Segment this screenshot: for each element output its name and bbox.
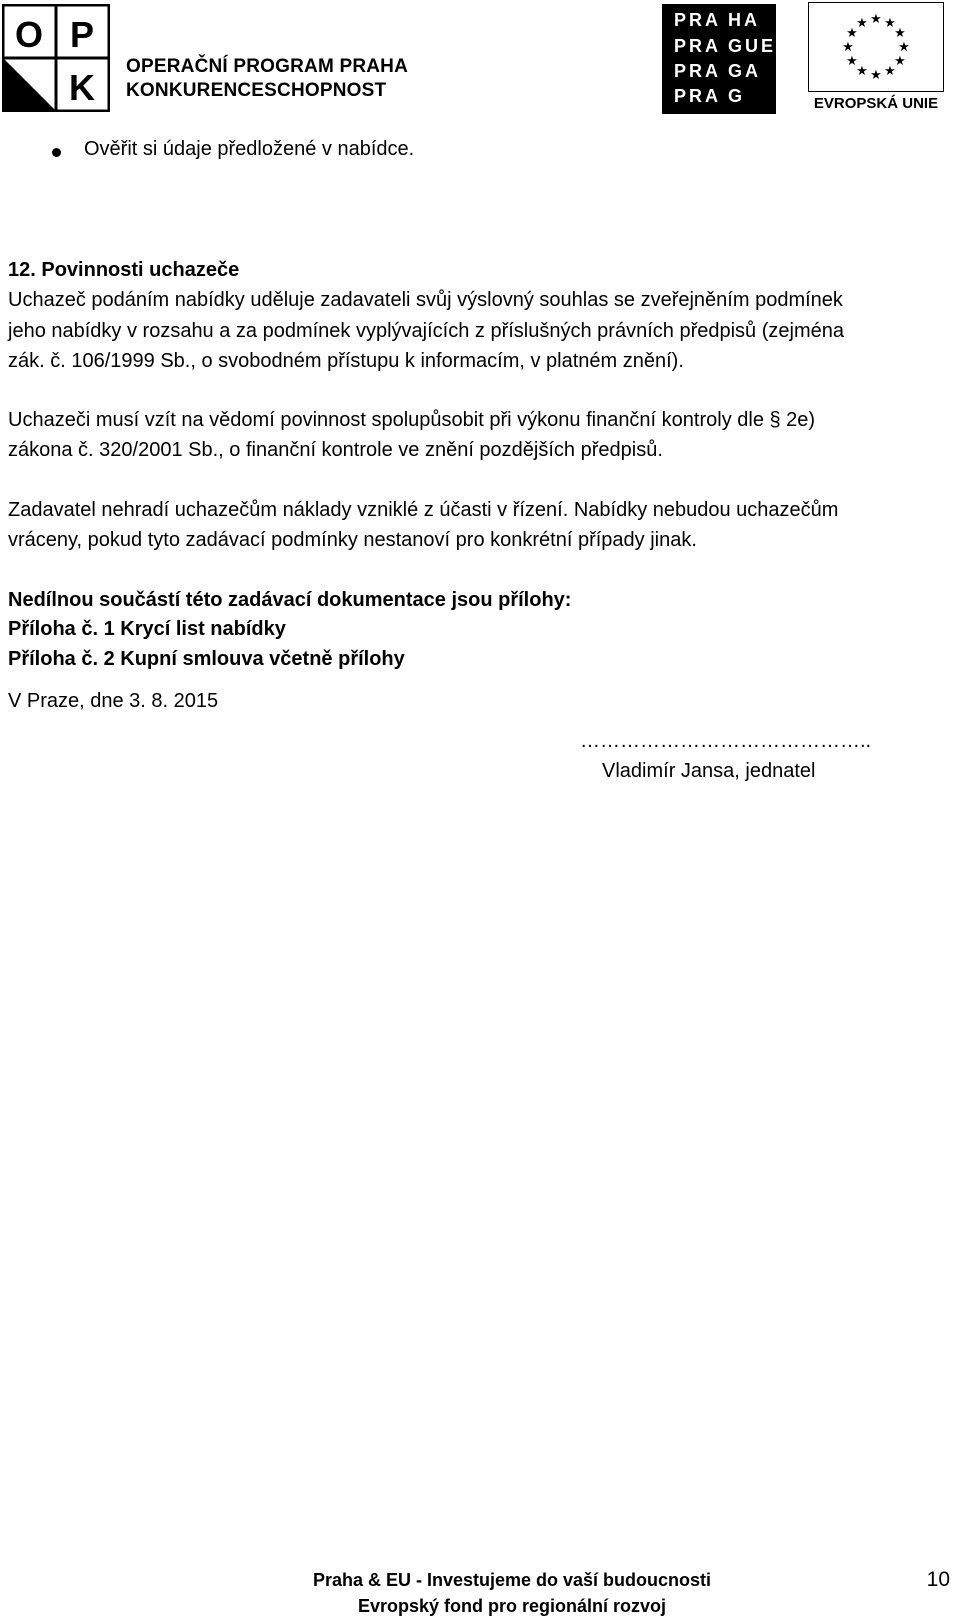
praha-logo-row bbox=[674, 36, 777, 57]
opp-letter-k: K bbox=[69, 67, 95, 108]
praha-logo-row bbox=[674, 61, 761, 82]
oppk-logo-mark bbox=[2, 4, 110, 112]
footer-line1: Praha & EU - Investujeme do vaší budoucnosti bbox=[312, 1570, 712, 1590]
bullet-item: Ověřit si údaje předložené v nabídce. bbox=[84, 138, 415, 160]
svg-text:★: ★ bbox=[894, 54, 906, 69]
praha-logo bbox=[662, 4, 776, 114]
opp-letter-1: O bbox=[14, 14, 44, 55]
praha-logo-right: GA bbox=[728, 61, 761, 81]
attachment-item: Příloha č. 1 Krycí list nabídky bbox=[8, 618, 286, 640]
paragraph1-line: Uchazeč podáním nabídky uděluje zadavateli svůj výslovný souhlas se zveřejněním podmínek bbox=[8, 289, 843, 311]
svg-text:★: ★ bbox=[870, 68, 882, 83]
svg-text:★: ★ bbox=[856, 64, 868, 79]
eu-flag bbox=[808, 2, 944, 92]
oppk-logo bbox=[2, 4, 110, 112]
paragraph2-line: zákona č. 320/2001 Sb., o finanční kontrole ve znění pozdějších předpisů. bbox=[8, 439, 663, 461]
page-number: 10 bbox=[926, 1568, 950, 1591]
attachment-item: Příloha č. 2 Kupní smlouva včetně přílohy bbox=[8, 648, 405, 670]
svg-text:★: ★ bbox=[884, 16, 896, 31]
bullet-icon bbox=[52, 148, 61, 157]
praha-logo-right: G bbox=[728, 86, 746, 106]
paragraph1-line: zák. č. 106/1999 Sb., o svobodném přístupu k informacím, v platném znění). bbox=[8, 350, 684, 372]
date-line: V Praze, dne 3. 8. 2015 bbox=[8, 690, 219, 712]
opp-letter-2: P bbox=[69, 14, 95, 55]
svg-text:★: ★ bbox=[846, 26, 858, 41]
paragraph2-line: Uchazeči musí vzít na vědomí povinnost spolupůsobit při výkonu finanční kontroly dle § 2e) bbox=[8, 409, 816, 431]
praha-logo-right: GUE bbox=[728, 36, 777, 56]
praha-logo-right: HA bbox=[728, 10, 760, 30]
section-heading-text: 12. Povinnosti uchazeče bbox=[8, 259, 240, 281]
eu-label: EVROPSKÁ UNIE bbox=[813, 95, 939, 112]
praha-logo-row bbox=[674, 10, 760, 31]
svg-text:★: ★ bbox=[846, 54, 858, 69]
footer-line2: Evropský fond pro regionální rozvoj bbox=[357, 1596, 667, 1616]
svg-text:★: ★ bbox=[898, 40, 910, 55]
svg-text:★: ★ bbox=[842, 40, 854, 55]
paragraph3-line: vráceny, pokud tyto zadávací podmínky nestanoví pro konkrétní případy jinak. bbox=[8, 529, 697, 551]
praha-logo-left: PRA bbox=[674, 36, 722, 56]
eu-logo bbox=[808, 2, 944, 114]
praha-logo-left: PRA bbox=[674, 61, 722, 81]
signature-dots: …………………………………….. bbox=[580, 730, 872, 752]
praha-logo-left: PRA bbox=[674, 10, 722, 30]
svg-text:★: ★ bbox=[884, 64, 896, 79]
oppk-title-line1: OPERAČNÍ PROGRAM PRAHA bbox=[126, 56, 409, 77]
paragraph3-line: Zadavatel nehradí uchazečům náklady vzniklé z účasti v řízení. Nabídky nebudou uchazečům bbox=[8, 499, 839, 521]
signature-name: Vladimír Jansa, jednatel bbox=[602, 760, 816, 782]
praha-logo-row bbox=[674, 86, 746, 107]
svg-text:★: ★ bbox=[856, 16, 868, 31]
eu-stars-icon bbox=[809, 3, 943, 91]
section-heading bbox=[8, 255, 239, 286]
attachments-heading: Nedílnou součástí této zadávací dokumentace jsou přílohy: bbox=[8, 589, 572, 611]
praha-logo-left: PRA bbox=[674, 86, 722, 106]
svg-text:★: ★ bbox=[894, 26, 906, 41]
svg-text:★: ★ bbox=[870, 12, 882, 27]
oppk-title-line2: KONKURENCESCHOPNOST bbox=[126, 80, 387, 101]
paragraph1-line: jeho nabídky v rozsahu a za podmínek vyplývajících z příslušných právních předpisů (zejména bbox=[8, 320, 844, 342]
